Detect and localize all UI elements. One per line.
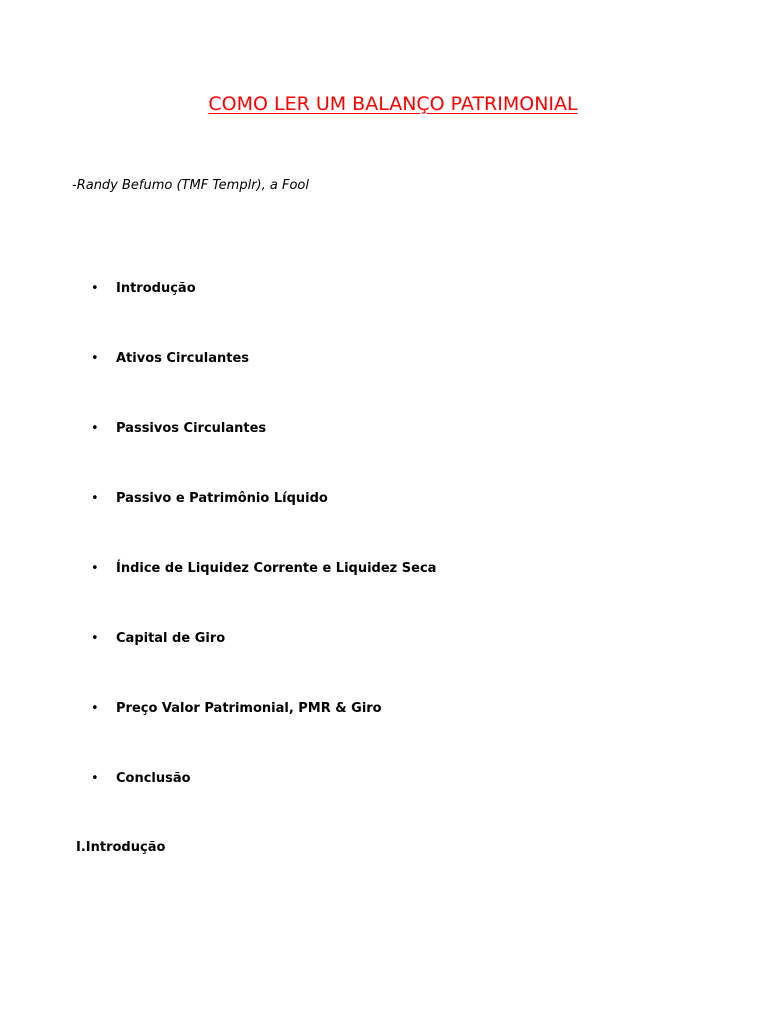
bullet-icon: • xyxy=(91,491,99,506)
toc-label: Introdução xyxy=(116,281,196,296)
toc-label: Passivos Circulantes xyxy=(116,421,267,436)
author-byline: -Randy Befumo (TMF Templr), a Fool xyxy=(72,178,309,193)
toc-label: Preço Valor Patrimonial, PMR & Giro xyxy=(116,701,382,716)
bullet-icon: • xyxy=(91,421,99,436)
bullet-icon: • xyxy=(91,631,99,646)
toc-label: Passivo e Patrimônio Líquido xyxy=(116,491,328,506)
section-heading-introducao: I.Introdução xyxy=(76,840,166,855)
toc-label: Ativos Circulantes xyxy=(116,351,250,366)
bullet-icon: • xyxy=(91,701,99,716)
toc-label: Conclusão xyxy=(116,771,191,786)
bullet-icon: • xyxy=(91,281,99,296)
bullet-icon: • xyxy=(91,351,99,366)
bullet-icon: • xyxy=(91,771,99,786)
toc-label: Capital de Giro xyxy=(116,631,226,646)
toc-label: Índice de Liquidez Corrente e Liquidez Seca xyxy=(116,561,437,576)
bullet-icon: • xyxy=(91,561,99,576)
document-title: COMO LER UM BALANÇO PATRIMONIAL xyxy=(208,93,578,115)
